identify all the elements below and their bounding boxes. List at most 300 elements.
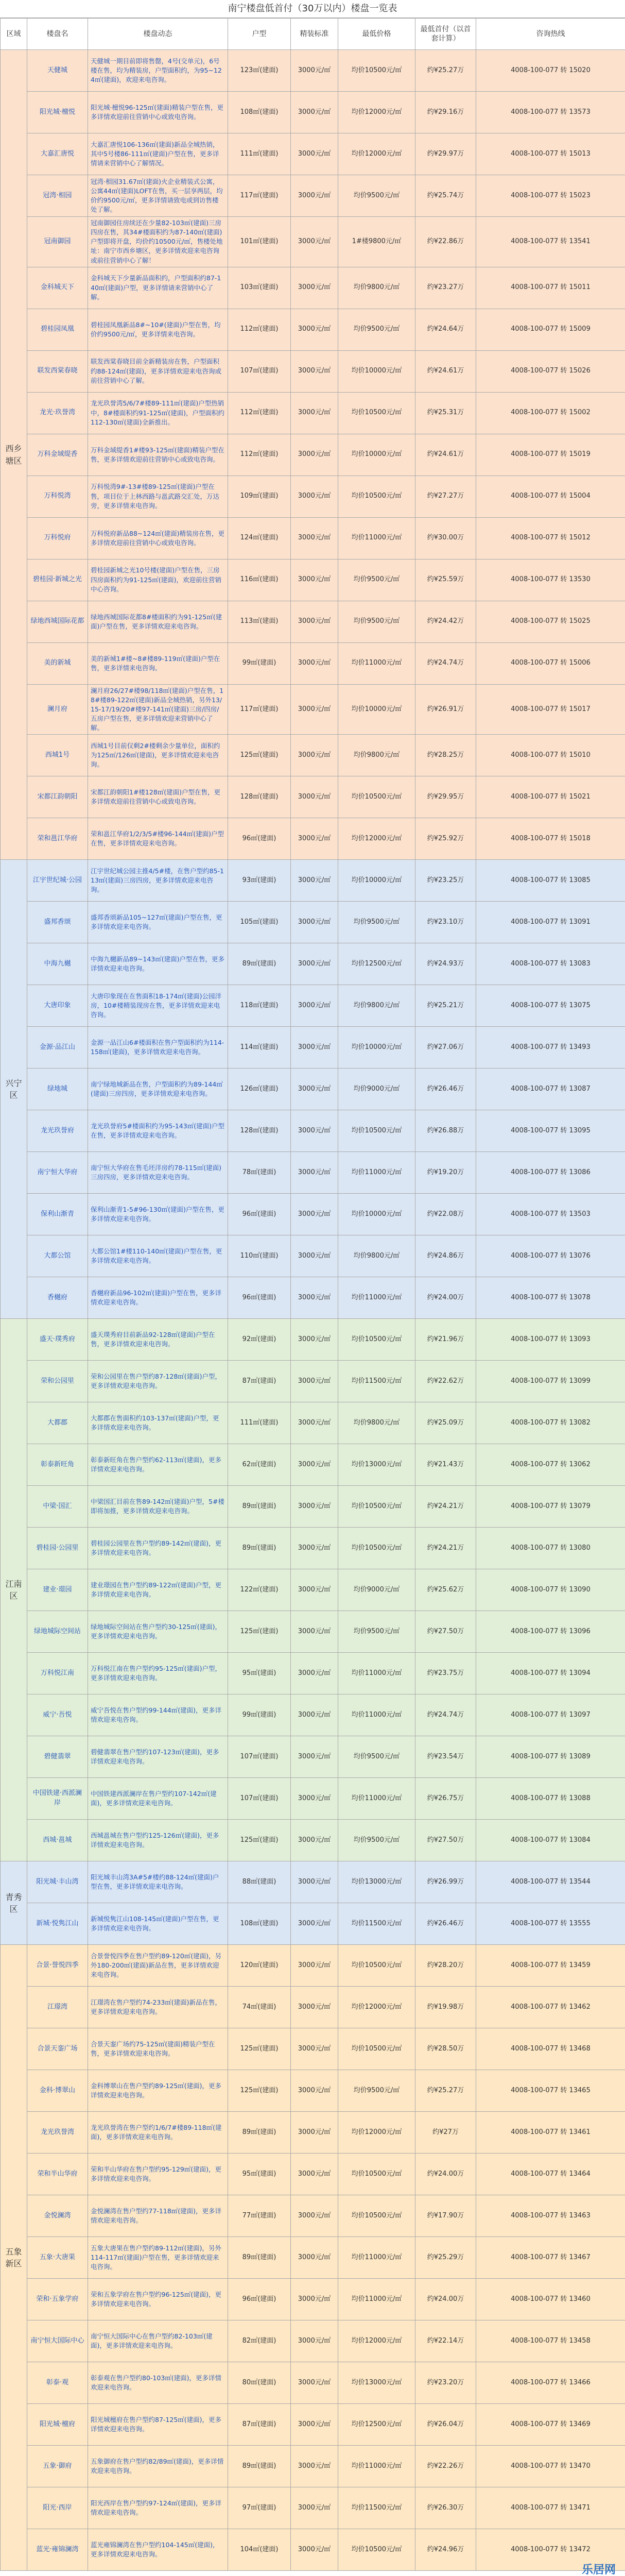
property-news: 合景誉悦四季在售户型约89-120㎡(建面)，另外180-200㎡(建面)新品在售，更多详情欢迎来电咨询。: [88, 1945, 228, 1987]
table-row: [1, 50, 625, 92]
property-name: 阳光城·丰山湾: [27, 1861, 88, 1903]
property-name: 碧桂园·新城之光: [27, 559, 88, 601]
property-name: 绿地西城国际花都: [27, 601, 88, 642]
min-price: 均价10500元/㎡: [338, 2154, 415, 2195]
column-header: 区域: [1, 19, 27, 50]
decoration-standard: 3000元/㎡: [291, 476, 338, 517]
table-row: [1, 2154, 625, 2195]
property-name: 阳光城·檀悦: [27, 92, 88, 133]
property-name: 大唐印象: [27, 985, 88, 1027]
property-name: 万科悦府: [27, 517, 88, 559]
table-row: [1, 1361, 625, 1402]
property-news: 碧桂园新城之光10号楼(建面)户型在售，三房四房面积约为91-125㎡(建面)，欢迎前往营销中心咨询。: [88, 559, 228, 601]
table-row: [1, 1319, 625, 1361]
hotline: 4008-100-077 转 13458: [476, 2320, 625, 2362]
min-price: 均价11000元/㎡: [338, 517, 415, 559]
min-down-payment: 约¥24.61万: [415, 350, 476, 392]
decoration-standard: 3000元/㎡: [291, 1569, 338, 1611]
table-row: [1, 392, 625, 434]
table-row: [1, 2446, 625, 2487]
min-down-payment: 约¥27.50万: [415, 1820, 476, 1861]
hotline: 4008-100-077 转 13099: [476, 1361, 625, 1402]
table-row: [1, 1152, 625, 1194]
property-name: 盛天·璞秀府: [27, 1319, 88, 1361]
table-row: [1, 1903, 625, 1945]
min-down-payment: 约¥25.74万: [415, 175, 476, 217]
hotline: 4008-100-077 转 13462: [476, 1987, 625, 2028]
property-news: 彰泰新旺角在售户型约62-113㎡(建面)，更多详情欢迎来电咨询。: [88, 1444, 228, 1486]
min-price: 均价12000元/㎡: [338, 2320, 415, 2362]
min-down-payment: 约¥24.42万: [415, 601, 476, 642]
property-news: 中海九樾新品89~143㎡(建面)户型在售，更多详情欢迎来电咨询。: [88, 943, 228, 985]
hotline: 4008-100-077 转 15010: [476, 735, 625, 776]
decoration-standard: 3000元/㎡: [291, 350, 338, 392]
hotline: 4008-100-077 转 13469: [476, 2404, 625, 2446]
property-news: 荣和半山华府在售户型约95-129㎡(建面)，更多详情欢迎来电咨询。: [88, 2154, 228, 2195]
min-down-payment: 约¥29.16万: [415, 92, 476, 133]
property-name: 荣和邕江华府: [27, 818, 88, 860]
table-row: [1, 434, 625, 476]
hotline: 4008-100-077 转 15002: [476, 392, 625, 434]
min-price: 均价10500元/㎡: [338, 1110, 415, 1152]
unit-type: 120㎡(建面): [228, 1945, 291, 1987]
unit-type: 113㎡(建面): [228, 601, 291, 642]
decoration-standard: 3000元/㎡: [291, 2404, 338, 2446]
hotline: 4008-100-077 转 13461: [476, 2112, 625, 2154]
unit-type: 103㎡(建面): [228, 267, 291, 309]
min-down-payment: 约¥23.25万: [415, 860, 476, 902]
min-price: 均价10000元/㎡: [338, 350, 415, 392]
decoration-standard: 3000元/㎡: [291, 2529, 338, 2571]
hotline: 4008-100-077 转 13467: [476, 2237, 625, 2279]
column-header: 精装标准: [291, 19, 338, 50]
hotline: 4008-100-077 转 15020: [476, 50, 625, 92]
min-down-payment: 约¥29.97万: [415, 133, 476, 175]
unit-type: 107㎡(建面): [228, 350, 291, 392]
property-news: 万科悦湾9#-13#楼89-125㎡(建面)户型在售，项目位于上林西路与邕武路交汇处，万达旁，更多详情来电咨询。: [88, 476, 228, 517]
min-down-payment: 约¥27万: [415, 2112, 476, 2154]
decoration-standard: 3000元/㎡: [291, 2195, 338, 2237]
min-price: 均价11000元/㎡: [338, 2237, 415, 2279]
property-news: 西城1号目前仅剩2#楼剩余少量单位，面积约为125㎡/126㎡(建面)，更多详情欢迎来电咨询。: [88, 735, 228, 776]
hotline: 4008-100-077 转 13573: [476, 92, 625, 133]
property-name: 南宁恒大华府: [27, 1152, 88, 1194]
min-price: 均价10000元/㎡: [338, 1194, 415, 1235]
property-news: 金科博翠山在售户型约89-125㎡(建面)，更多详情欢迎来电咨询。: [88, 2070, 228, 2112]
table-row: [1, 1235, 625, 1277]
min-down-payment: 约¥24.64万: [415, 309, 476, 350]
property-news: 阳光城·檀悦96-125㎡(建面)精装户型在售，更多详情欢迎前往营销中心或致电咨询。: [88, 92, 228, 133]
unit-type: 96㎡(建面): [228, 1277, 291, 1319]
min-down-payment: 约¥25.21万: [415, 985, 476, 1027]
min-down-payment: 约¥28.20万: [415, 1945, 476, 1987]
min-price: 均价9500元/㎡: [338, 1611, 415, 1653]
property-name: 金源·品江山: [27, 1027, 88, 1069]
hotline: 4008-100-077 转 13091: [476, 902, 625, 943]
min-down-payment: 约¥24.74万: [415, 642, 476, 684]
site-logo: 乐居网: [581, 2564, 616, 2576]
min-price: 均价11000元/㎡: [338, 2446, 415, 2487]
table-row: [1, 1027, 625, 1069]
hotline: 4008-100-077 转 13530: [476, 559, 625, 601]
decoration-standard: 3000元/㎡: [291, 642, 338, 684]
table-row: [1, 2320, 625, 2362]
min-price: 均价10000元/㎡: [338, 860, 415, 902]
hotline: 4008-100-077 转 13097: [476, 1694, 625, 1736]
property-name: 澜月府: [27, 684, 88, 735]
decoration-standard: 3000元/㎡: [291, 1444, 338, 1486]
hotline: 4008-100-077 转 13465: [476, 2070, 625, 2112]
table-row: [1, 2112, 625, 2154]
min-down-payment: 约¥30.00万: [415, 517, 476, 559]
property-news: 南宁恒大华府在售毛坯洋房约78-115㎡(建面)三房四房，更多详情欢迎来电咨询。: [88, 1152, 228, 1194]
decoration-standard: 3000元/㎡: [291, 2237, 338, 2279]
table-row: [1, 2362, 625, 2404]
min-price: 均价11000元/㎡: [338, 1277, 415, 1319]
min-down-payment: 约¥24.86万: [415, 1235, 476, 1277]
table-row: [1, 642, 625, 684]
hotline: 4008-100-077 转 15025: [476, 601, 625, 642]
table-row: [1, 776, 625, 818]
unit-type: 96㎡(建面): [228, 818, 291, 860]
table-row: [1, 2487, 625, 2529]
property-name: 金悦澜湾: [27, 2195, 88, 2237]
listing-table: [0, 18, 625, 2571]
hotline: 4008-100-077 转 13464: [476, 2154, 625, 2195]
column-header: 咨询热线: [476, 19, 625, 50]
property-name: 中海九樾: [27, 943, 88, 985]
min-down-payment: 约¥24.61万: [415, 434, 476, 476]
min-down-payment: 约¥23.54万: [415, 1736, 476, 1778]
min-price: 均价10500元/㎡: [338, 1486, 415, 1528]
property-news: 荣和五象学府在售户型约96-125㎡(建面)，更多详情欢迎来电咨询。: [88, 2279, 228, 2320]
property-news: 大都郡在售面积约103-137㎡(建面)户型，更多详情欢迎来电咨询。: [88, 1402, 228, 1444]
property-name: 大都郡: [27, 1402, 88, 1444]
property-name: 合景天銮广场: [27, 2028, 88, 2070]
min-price: 均价10500元/㎡: [338, 2529, 415, 2571]
decoration-standard: 3000元/㎡: [291, 684, 338, 735]
region-cell: 西乡塘区: [1, 50, 27, 860]
hotline: 4008-100-077 转 15023: [476, 175, 625, 217]
hotline: 4008-100-077 转 13084: [476, 1820, 625, 1861]
property-name: 碧桂园·公园里: [27, 1528, 88, 1569]
table-row: [1, 309, 625, 350]
min-down-payment: 约¥24.93万: [415, 943, 476, 985]
table-row: [1, 267, 625, 309]
min-down-payment: 约¥27.06万: [415, 1027, 476, 1069]
min-price: 均价9800元/㎡: [338, 1402, 415, 1444]
hotline: 4008-100-077 转 13075: [476, 985, 625, 1027]
unit-type: 128㎡(建面): [228, 776, 291, 818]
decoration-standard: 3000元/㎡: [291, 943, 338, 985]
table-row: [1, 2237, 625, 2279]
hotline: 4008-100-077 转 13080: [476, 1528, 625, 1569]
hotline: 4008-100-077 转 15006: [476, 642, 625, 684]
property-name: 绿地城: [27, 1069, 88, 1110]
region-cell: 江南区: [1, 1319, 27, 1861]
unit-type: 89㎡(建面): [228, 2446, 291, 2487]
min-price: 均价10500元/㎡: [338, 2028, 415, 2070]
unit-type: 110㎡(建面): [228, 1235, 291, 1277]
min-down-payment: 约¥28.25万: [415, 735, 476, 776]
unit-type: 126㎡(建面): [228, 1069, 291, 1110]
min-price: 均价9000元/㎡: [338, 1569, 415, 1611]
decoration-standard: 3000元/㎡: [291, 1194, 338, 1235]
min-price: 均价10000元/㎡: [338, 684, 415, 735]
min-price: 均价12500元/㎡: [338, 943, 415, 985]
property-name: 天健城: [27, 50, 88, 92]
hotline: 4008-100-077 转 13466: [476, 2362, 625, 2404]
property-name: 五象·御府: [27, 2446, 88, 2487]
hotline: 4008-100-077 转 13088: [476, 1778, 625, 1820]
property-name: 蓝光·雍锦澜湾: [27, 2529, 88, 2571]
decoration-standard: 3000元/㎡: [291, 1945, 338, 1987]
unit-type: 112㎡(建面): [228, 309, 291, 350]
decoration-standard: 3000元/㎡: [291, 601, 338, 642]
decoration-standard: 3000元/㎡: [291, 1903, 338, 1945]
unit-type: 123㎡(建面): [228, 50, 291, 92]
unit-type: 118㎡(建面): [228, 985, 291, 1027]
min-down-payment: 约¥17.90万: [415, 2195, 476, 2237]
unit-type: 111㎡(建面): [228, 1402, 291, 1444]
property-news: 万科悦府新品88~124㎡(建面)精装房在售，更多详情欢迎前往营销中心或致电咨询。: [88, 517, 228, 559]
page-title: 南宁楼盘低首付（30万以内）楼盘一览表: [0, 0, 625, 18]
hotline: 4008-100-077 转 13555: [476, 1903, 625, 1945]
property-news: 建业璟园在售户型约89-122㎡(建面)户型，更多详情欢迎来电咨询。: [88, 1569, 228, 1611]
table-row: [1, 1569, 625, 1611]
hotline: 4008-100-077 转 13078: [476, 1277, 625, 1319]
property-name: 万科金域缇香: [27, 434, 88, 476]
property-name: 新城·悦隽江山: [27, 1903, 88, 1945]
hotline: 4008-100-077 转 13062: [476, 1444, 625, 1486]
decoration-standard: 3000元/㎡: [291, 902, 338, 943]
min-down-payment: 约¥25.09万: [415, 1402, 476, 1444]
property-name: 龙光·玖誉湾: [27, 392, 88, 434]
property-news: 江璟湾在售户型约74-233㎡(建面)新品在售，更多详情欢迎来电咨询。: [88, 1987, 228, 2028]
min-down-payment: 约¥24.00万: [415, 2154, 476, 2195]
table-row: [1, 735, 625, 776]
property-name: 建业·璟园: [27, 1569, 88, 1611]
hotline: 4008-100-077 转 13541: [476, 217, 625, 267]
hotline: 4008-100-077 转 13096: [476, 1611, 625, 1653]
min-price: 均价12000元/㎡: [338, 818, 415, 860]
table-row: [1, 517, 625, 559]
table-row: [1, 985, 625, 1027]
hotline: 4008-100-077 转 13470: [476, 2446, 625, 2487]
min-down-payment: 约¥22.26万: [415, 2446, 476, 2487]
unit-type: 92㎡(建面): [228, 1319, 291, 1361]
property-name: 大都公馆: [27, 1235, 88, 1277]
decoration-standard: 3000元/㎡: [291, 1778, 338, 1820]
property-name: 西城1号: [27, 735, 88, 776]
hotline: 4008-100-077 转 15017: [476, 684, 625, 735]
hotline: 4008-100-077 转 13086: [476, 1152, 625, 1194]
decoration-standard: 3000元/㎡: [291, 559, 338, 601]
property-news: 龙光玖誉府5#楼面积约为95-143㎡(建面)户型在售，更多详情欢迎来电咨询。: [88, 1110, 228, 1152]
unit-type: 78㎡(建面): [228, 1152, 291, 1194]
min-price: 均价10000元/㎡: [338, 434, 415, 476]
hotline: 4008-100-077 转 13076: [476, 1235, 625, 1277]
property-news: 保利山渐青1-5#96-130㎡(建面)户型在售，更多详情欢迎来电咨询。: [88, 1194, 228, 1235]
unit-type: 88㎡(建面): [228, 1861, 291, 1903]
property-news: 碧健翡翠在售户型约107-123㎡(建面)，更多详情欢迎来电咨询。: [88, 1736, 228, 1778]
unit-type: 89㎡(建面): [228, 943, 291, 985]
table-row: [1, 1069, 625, 1110]
table-row: [1, 1277, 625, 1319]
hotline: 4008-100-077 转 15018: [476, 818, 625, 860]
decoration-standard: 3000元/㎡: [291, 50, 338, 92]
property-news: 西城邕城在售户型约125-126㎡(建面)，更多详情欢迎来电咨询。: [88, 1820, 228, 1861]
property-news: 大嘉汇唐悦106-136㎡(建面)新品全城热销，其中5号楼86-111㎡(建面)户型在售，更多详情请来营销中心了解情况。: [88, 133, 228, 175]
property-news: 绿地城际空间站在售户型约30-125㎡(建面)，更多详情欢迎来电咨询。: [88, 1611, 228, 1653]
min-price: 均价10500元/㎡: [338, 2195, 415, 2237]
table-row: [1, 559, 625, 601]
decoration-standard: 3000元/㎡: [291, 860, 338, 902]
property-news: 中梁国汇目前在售89-142㎡(建面)户型，5#楼即将加推，更多详情欢迎来电咨询。: [88, 1486, 228, 1528]
table-row: [1, 1402, 625, 1444]
decoration-standard: 3000元/㎡: [291, 2112, 338, 2154]
unit-type: 96㎡(建面): [228, 1194, 291, 1235]
min-price: 均价10500元/㎡: [338, 50, 415, 92]
min-price: 均价12000元/㎡: [338, 133, 415, 175]
min-down-payment: 约¥25.27万: [415, 50, 476, 92]
property-news: 荣和公园里在售户型约87-128㎡(建面)户型，更多详情欢迎来电咨询。: [88, 1361, 228, 1402]
decoration-standard: 3000元/㎡: [291, 267, 338, 309]
unit-type: 108㎡(建面): [228, 1903, 291, 1945]
table-row: [1, 133, 625, 175]
min-down-payment: 约¥25.92万: [415, 818, 476, 860]
region-cell: 五象新区: [1, 1945, 27, 2571]
decoration-standard: 3000元/㎡: [291, 1694, 338, 1736]
table-body: [1, 50, 625, 2571]
hotline: 4008-100-077 转 13468: [476, 2028, 625, 2070]
unit-type: 87㎡(建面): [228, 1361, 291, 1402]
unit-type: 89㎡(建面): [228, 1486, 291, 1528]
table-header-row: [1, 19, 625, 50]
decoration-standard: 3000元/㎡: [291, 1402, 338, 1444]
decoration-standard: 3000元/㎡: [291, 1319, 338, 1361]
unit-type: 117㎡(建面): [228, 684, 291, 735]
property-news: 南宁绿地城新品在售，户型面积约为89-144㎡(建面)三房四房，更多详情欢迎来电咨询。: [88, 1069, 228, 1110]
property-news: 金源一品江山6#楼面积在售户型面积约为114-158㎡(建面)，更多详情欢迎来电咨询。: [88, 1027, 228, 1069]
min-down-payment: 约¥24.74万: [415, 1694, 476, 1736]
table-row: [1, 476, 625, 517]
hotline: 4008-100-077 转 15026: [476, 350, 625, 392]
property-name: 万科悦湾: [27, 476, 88, 517]
min-price: 均价9500元/㎡: [338, 902, 415, 943]
decoration-standard: 3000元/㎡: [291, 1235, 338, 1277]
table-row: [1, 1736, 625, 1778]
property-news: 阳光城丰山湾3A#5#楼约88-124㎡(建面)户型在售，更多详情欢迎来电咨询。: [88, 1861, 228, 1903]
region-cell: 兴宁区: [1, 860, 27, 1319]
property-news: 阳光城檀府在售户型约87-125㎡(建面)，更多详情欢迎来电咨询。: [88, 2404, 228, 2446]
decoration-standard: 3000元/㎡: [291, 517, 338, 559]
property-name: 龙光玖誉湾: [27, 2112, 88, 2154]
unit-type: 89㎡(建面): [228, 1528, 291, 1569]
decoration-standard: 3000元/㎡: [291, 175, 338, 217]
min-price: 均价13000元/㎡: [338, 1444, 415, 1486]
min-down-payment: 约¥23.75万: [415, 1653, 476, 1694]
property-name: 保利山渐青: [27, 1194, 88, 1235]
hotline: 4008-100-077 转 13093: [476, 1319, 625, 1361]
decoration-standard: 3000元/㎡: [291, 1653, 338, 1694]
min-price: 均价12000元/㎡: [338, 2112, 415, 2154]
property-news: 五象御府在售户型约82/89㎡(建面)，更多详情欢迎来电咨询。: [88, 2446, 228, 2487]
unit-type: 93㎡(建面): [228, 860, 291, 902]
min-down-payment: 约¥24.00万: [415, 2279, 476, 2320]
min-price: 均价10000元/㎡: [338, 1027, 415, 1069]
table-row: [1, 860, 625, 902]
min-down-payment: 约¥24.00万: [415, 1277, 476, 1319]
property-name: 合景·誉悦四季: [27, 1945, 88, 1987]
property-news: 香樾府新品96-102㎡(建面)户型在售，更多详情欢迎来电咨询。: [88, 1277, 228, 1319]
property-news: 碧桂园公园里在售户型约89-142㎡(建面)，更多详情欢迎来电咨询。: [88, 1528, 228, 1569]
table-row: [1, 1528, 625, 1569]
min-down-payment: 约¥26.46万: [415, 1069, 476, 1110]
property-news: 阳光西岸在售户型约97-124㎡(建面)，更多详情欢迎来电咨询。: [88, 2487, 228, 2529]
min-down-payment: 约¥23.27万: [415, 267, 476, 309]
table-row: [1, 350, 625, 392]
unit-type: 99㎡(建面): [228, 1694, 291, 1736]
hotline: 4008-100-077 转 13544: [476, 1861, 625, 1903]
min-price: 均价13000元/㎡: [338, 1861, 415, 1903]
property-name: 荣和公园里: [27, 1361, 88, 1402]
property-name: 香樾府: [27, 1277, 88, 1319]
property-news: 冠南御园住房续还在少量82-103㎡(建面)三房四房在售，其34#楼面积约为87-140㎡(建面)户型即将开盘，均价约10500元/㎡，售楼处地址：南宁市西乡塘区，更多详情欢迎来电咨询或前往营销中心了解！: [88, 217, 228, 267]
min-price: 均价9000元/㎡: [338, 1069, 415, 1110]
decoration-standard: 3000元/㎡: [291, 1820, 338, 1861]
min-down-payment: 约¥22.14万: [415, 2320, 476, 2362]
hotline: 4008-100-077 转 13085: [476, 860, 625, 902]
min-down-payment: 约¥27.27万: [415, 476, 476, 517]
unit-type: 95㎡(建面): [228, 2154, 291, 2195]
min-price: 均价10500元/㎡: [338, 1528, 415, 1569]
hotline: 4008-100-077 转 13463: [476, 2195, 625, 2237]
min-down-payment: 约¥24.96万: [415, 2529, 476, 2571]
unit-type: 99㎡(建面): [228, 642, 291, 684]
decoration-standard: 3000元/㎡: [291, 818, 338, 860]
property-news: 宋都江韵朝阳1#楼128㎡(建面)户型在售，更多详情欢迎前往营销中心或致电咨询。: [88, 776, 228, 818]
property-name: 绿地城际空间站: [27, 1611, 88, 1653]
column-header: 楼盘动态: [88, 19, 228, 50]
property-name: 冠南御园: [27, 217, 88, 267]
min-price: 均价12500元/㎡: [338, 2404, 415, 2446]
unit-type: 107㎡(建面): [228, 1736, 291, 1778]
property-name: 彰泰新旺角: [27, 1444, 88, 1486]
unit-type: 87㎡(建面): [228, 2404, 291, 2446]
unit-type: 124㎡(建面): [228, 517, 291, 559]
min-down-payment: 约¥25.62万: [415, 1569, 476, 1611]
property-news: 五象大唐果在售户型约89-112㎡(建面)，另外114-117㎡(建面)户型在售，更多详情欢迎来电咨询。: [88, 2237, 228, 2279]
min-down-payment: 约¥24.21万: [415, 1528, 476, 1569]
unit-type: 122㎡(建面): [228, 1569, 291, 1611]
decoration-standard: 3000元/㎡: [291, 2028, 338, 2070]
hotline: 4008-100-077 转 13087: [476, 1069, 625, 1110]
decoration-standard: 3000元/㎡: [291, 217, 338, 267]
decoration-standard: 3000元/㎡: [291, 2154, 338, 2195]
property-news: 盛天璞秀府目前新品92-128㎡(建面)户型在售，更多详情欢迎来电咨询。: [88, 1319, 228, 1361]
table-row: [1, 902, 625, 943]
property-news: 龙光玖誉湾在售户型约1/6/7#楼89-118㎡(建面)，更多详情欢迎来电咨询。: [88, 2112, 228, 2154]
table-row: [1, 818, 625, 860]
property-news: 绿地西城国际花都8#楼面积约为91-125㎡(建面)户型在售，更多详情欢迎来电咨询。: [88, 601, 228, 642]
min-down-payment: 约¥22.62万: [415, 1361, 476, 1402]
table-row: [1, 1486, 625, 1528]
unit-type: 82㎡(建面): [228, 2320, 291, 2362]
hotline: 4008-100-077 转 13079: [476, 1486, 625, 1528]
decoration-standard: 3000元/㎡: [291, 1277, 338, 1319]
decoration-standard: 3000元/㎡: [291, 133, 338, 175]
